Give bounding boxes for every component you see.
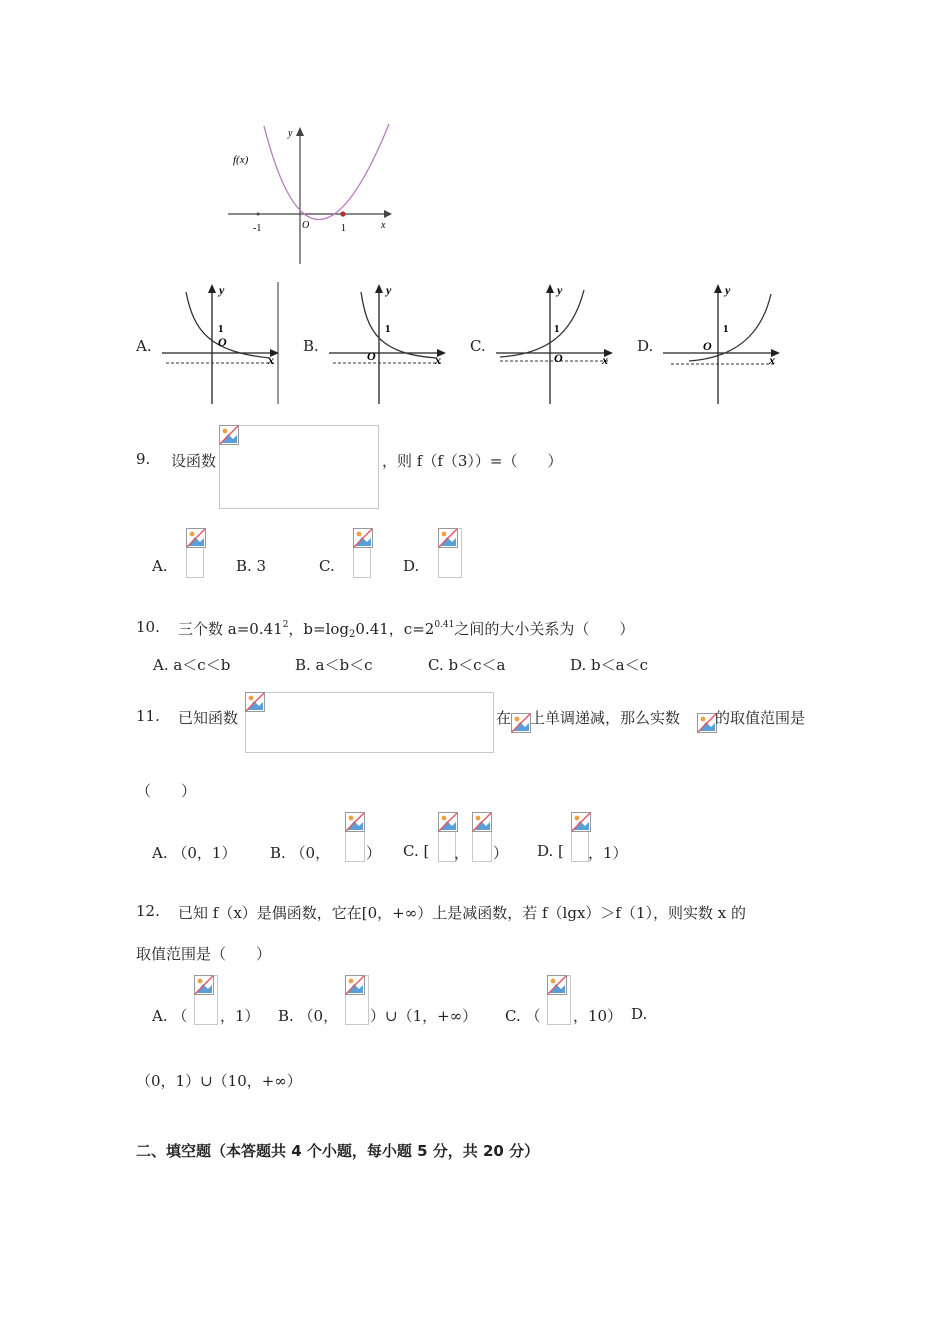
svg-text:y: y: [557, 283, 563, 297]
fx-graph: [226, 124, 394, 266]
q12-line2: 取值范围是（ ）: [136, 945, 272, 963]
graph-b: [327, 282, 449, 404]
q9-option-d-image: [438, 528, 462, 578]
q11-interval-image: [511, 713, 529, 733]
broken-image-icon: [245, 692, 265, 712]
q9-option-a: A.: [152, 557, 168, 575]
q12-option-a1: A. （: [152, 1007, 188, 1025]
svg-text:1: 1: [385, 323, 391, 335]
svg-text:1: 1: [554, 323, 560, 335]
q12-option-d-line: （0，1）∪（10，+∞）: [136, 1072, 302, 1090]
q10-option-b: B. a＜b＜c: [295, 656, 373, 674]
q11-var-image: [697, 713, 715, 733]
q11-option-d2: ，1）: [588, 844, 628, 862]
q12-option-a2: ，1）: [220, 1007, 260, 1025]
q9-text2: ，则 f（f（3））=（ ）: [382, 452, 563, 470]
broken-image-icon: [345, 975, 365, 995]
point-neg1: [257, 213, 260, 216]
q10-option-d: D. b＜a＜c: [570, 656, 648, 674]
q10-number: 10.: [136, 618, 160, 636]
svg-text:x: x: [769, 353, 775, 367]
q11-text2: 在: [496, 709, 512, 727]
q11-option-c2: ，: [454, 844, 470, 862]
q12-option-c1: C. （: [505, 1007, 541, 1025]
q11-option-c1: C. [: [403, 842, 430, 860]
broken-image-icon: [219, 425, 239, 445]
svg-text:O: O: [554, 351, 563, 365]
q11-option-d-image: [571, 812, 589, 862]
broken-image-icon: [697, 713, 717, 733]
svg-text:y: y: [725, 283, 731, 297]
q11-option-c-image2: [472, 812, 492, 862]
svg-text:y: y: [219, 283, 225, 297]
graph-d: [661, 282, 783, 404]
svg-text:x: x: [602, 353, 608, 367]
broken-image-icon: [353, 528, 373, 548]
q12-option-b1: B. （0，: [278, 1007, 339, 1025]
q11-text1: 已知函数: [178, 709, 239, 727]
q9-option-d: D.: [403, 557, 420, 575]
q11-option-b2: ）: [366, 844, 382, 862]
svg-text:O: O: [367, 349, 376, 363]
fx-label: f(x): [233, 154, 249, 166]
svg-text:O: O: [218, 335, 227, 349]
graph-c: [494, 282, 616, 404]
broken-image-icon: [571, 812, 591, 832]
q9-option-c: C.: [319, 557, 335, 575]
q11-option-d1: D. [: [537, 842, 564, 860]
graph-option-a-letter: A.: [136, 337, 152, 355]
q12-option-a-image: [194, 975, 218, 1025]
q12-option-d: D.: [631, 1005, 648, 1023]
svg-text:O: O: [703, 339, 712, 353]
q12-option-b-image: [345, 975, 369, 1025]
q12-option-b2: ）∪（1，+∞）: [370, 1007, 478, 1025]
graph-option-b-letter: B.: [303, 337, 319, 355]
svg-text:1: 1: [218, 323, 224, 335]
broken-image-icon: [438, 528, 458, 548]
graph-option-d-letter: D.: [637, 337, 654, 355]
broken-image-icon: [186, 528, 206, 548]
parabola-curve: [264, 124, 389, 220]
q10-option-a: A. a＜c＜b: [153, 656, 231, 674]
q11-text4: 的取值范围是: [715, 709, 806, 727]
q10-text: 三个数 $a=0.41^2$，$b=\log_20.41$，$c=2^{0.41}$之间的大小关系为（ ）: [178, 620, 635, 640]
y-label: y: [288, 128, 293, 139]
svg-text:y: y: [386, 283, 392, 297]
x-label: x: [381, 220, 386, 231]
q9-option-a-image: [186, 528, 204, 578]
q9-function-image: [219, 425, 379, 509]
q11-paren: （ ）: [136, 782, 197, 800]
q11-number: 11.: [136, 707, 160, 725]
q9-number: 9.: [136, 450, 151, 468]
q11-function-image: [245, 692, 494, 753]
q9-option-c-image: [353, 528, 371, 578]
broken-image-icon: [472, 812, 492, 832]
svg-text:x: x: [435, 353, 441, 367]
q10-option-c: C. b＜c＜a: [428, 656, 506, 674]
broken-image-icon: [511, 713, 531, 733]
tick-1: 1: [341, 223, 346, 234]
svg-text:1: 1: [723, 323, 729, 335]
graph-a: [160, 282, 282, 404]
q9-text1: 设函数: [171, 452, 217, 470]
section-two-heading: 二、填空题（本答题共 4 个小题，每小题 5 分，共 20 分）: [136, 1142, 540, 1160]
q11-option-c3: ）: [493, 844, 509, 862]
q12-option-c2: ，10）: [573, 1007, 623, 1025]
q12-option-c-image: [547, 975, 571, 1025]
q11-option-a: A. （0，1）: [152, 844, 237, 862]
q11-option-b1: B. （0，: [270, 844, 331, 862]
svg-text:x: x: [268, 353, 274, 367]
graph-option-c-letter: C.: [470, 337, 486, 355]
q12-number: 12.: [136, 902, 160, 920]
broken-image-icon: [547, 975, 567, 995]
q9-option-b: B. 3: [236, 557, 267, 575]
broken-image-icon: [345, 812, 365, 832]
q11-option-b-image: [345, 812, 365, 862]
broken-image-icon: [194, 975, 214, 995]
q12-line1: 已知 f（x）是偶函数，它在[0，+∞）上是减函数，若 f（lgx）＞f（1），则实数 x 的: [178, 904, 747, 922]
broken-image-icon: [438, 812, 458, 832]
tick-neg1: -1: [253, 223, 262, 234]
q11-text3: 上单调递减，那么实数: [530, 709, 681, 727]
origin-label: O: [302, 220, 310, 231]
point-1: [340, 211, 345, 216]
